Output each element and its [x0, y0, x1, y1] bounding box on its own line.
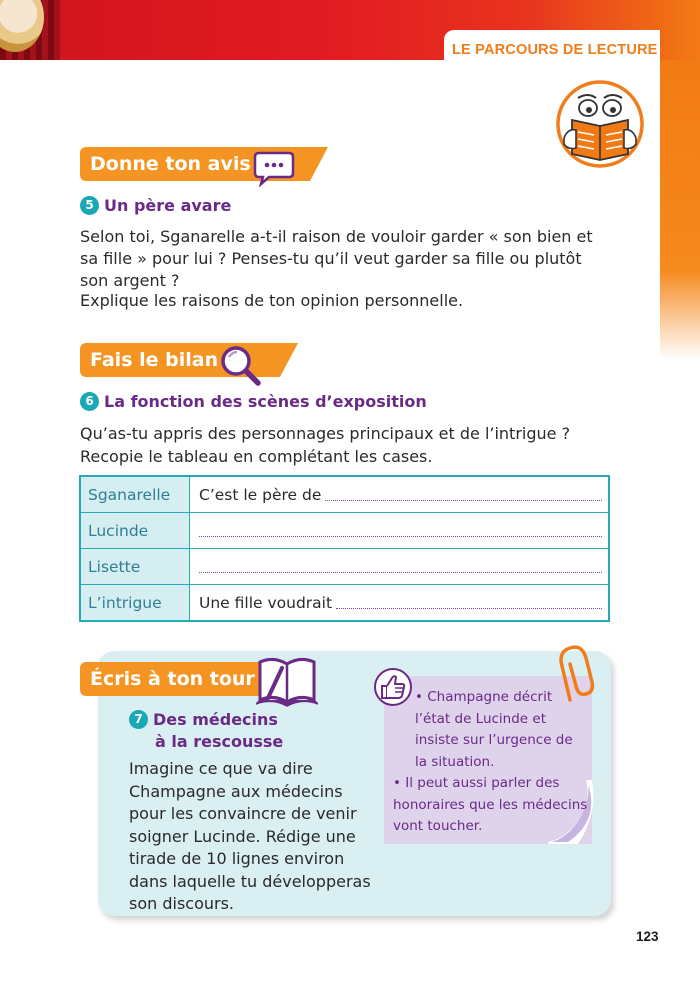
table-row	[81, 477, 608, 513]
hint-text	[393, 687, 588, 838]
question-7-title	[129, 709, 329, 753]
page-number: 123	[636, 929, 659, 944]
paperclip-icon	[556, 630, 596, 702]
table-row	[81, 549, 608, 585]
question-6-title	[80, 392, 427, 411]
question-5-title	[80, 196, 231, 215]
section-tab-label: Donne ton avis	[90, 153, 251, 175]
question-number-badge: 7	[129, 710, 148, 729]
table-row-label: Lisette	[81, 549, 190, 584]
hint-item-1: • Champagne décrit l’état de Lucinde et insiste sur l’urgence de la situation.	[415, 689, 573, 770]
question-5-text: Selon toi, Sganarelle a-t-il raison de vouloir garder « son bien et sa fille » pour lui ? Penses-tu qu’il veut garder sa fille ou plutôt son argent ?	[80, 227, 593, 290]
table-row	[81, 513, 608, 549]
page-header-title: LE PARCOURS DE LECTURE	[452, 42, 658, 58]
question-title-line1: Des médecins	[153, 710, 278, 729]
dotted-answer-line	[199, 536, 602, 537]
section-tab-ecris-a-ton-tour	[80, 662, 265, 696]
hint-item-2: • Il peut aussi parler des honoraires que les médecins vont toucher.	[393, 775, 588, 834]
question-number-badge: 6	[80, 392, 99, 411]
dotted-answer-line	[336, 608, 602, 609]
theatre-curtain-illustration	[0, 0, 60, 60]
question-number-badge: 5	[80, 196, 99, 215]
table-row-label: Lucinde	[81, 513, 190, 548]
cell-prefix: C’est le père de	[199, 485, 322, 504]
magnifier-icon	[218, 343, 262, 387]
table-cell[interactable]	[199, 549, 602, 584]
side-color-bar	[660, 60, 700, 360]
section-tab-label: Écris à ton tour	[90, 668, 255, 690]
dotted-answer-line	[325, 500, 602, 501]
question-title-line2: à la rescousse	[155, 732, 284, 751]
table-row	[81, 585, 608, 620]
table-row-label: Sganarelle	[81, 477, 190, 512]
cell-prefix: Une fille voudrait	[199, 593, 333, 612]
reading-book-icon	[552, 80, 648, 168]
table-cell[interactable]	[199, 513, 602, 548]
table-row-label: L’intrigue	[81, 585, 190, 620]
section-tab-label: Fais le bilan	[90, 349, 219, 371]
question-title-text: Un père avare	[104, 196, 232, 215]
question-6-instruction: Recopie le tableau en complétant les cases.	[80, 447, 433, 466]
speech-bubble-icon	[253, 149, 295, 187]
character-table	[79, 475, 610, 622]
table-cell[interactable]	[199, 477, 602, 512]
question-5-instruction: Explique les raisons de ton opinion personnelle.	[80, 291, 464, 310]
table-cell[interactable]	[199, 585, 602, 620]
question-title-text: La fonction des scènes d’exposition	[104, 392, 427, 411]
question-7-text: Imagine ce que va dire Champagne aux médecins pour les convaincre de venir soigner Lucinde. Rédige une tirade de 10 lignes environ dans laquelle tu développeras son discours.	[129, 759, 371, 913]
open-book-pen-icon	[256, 652, 318, 708]
dotted-answer-line	[199, 572, 602, 573]
question-6-text: Qu’as-tu appris des personnages principaux et de l’intrigue ?	[80, 424, 571, 443]
